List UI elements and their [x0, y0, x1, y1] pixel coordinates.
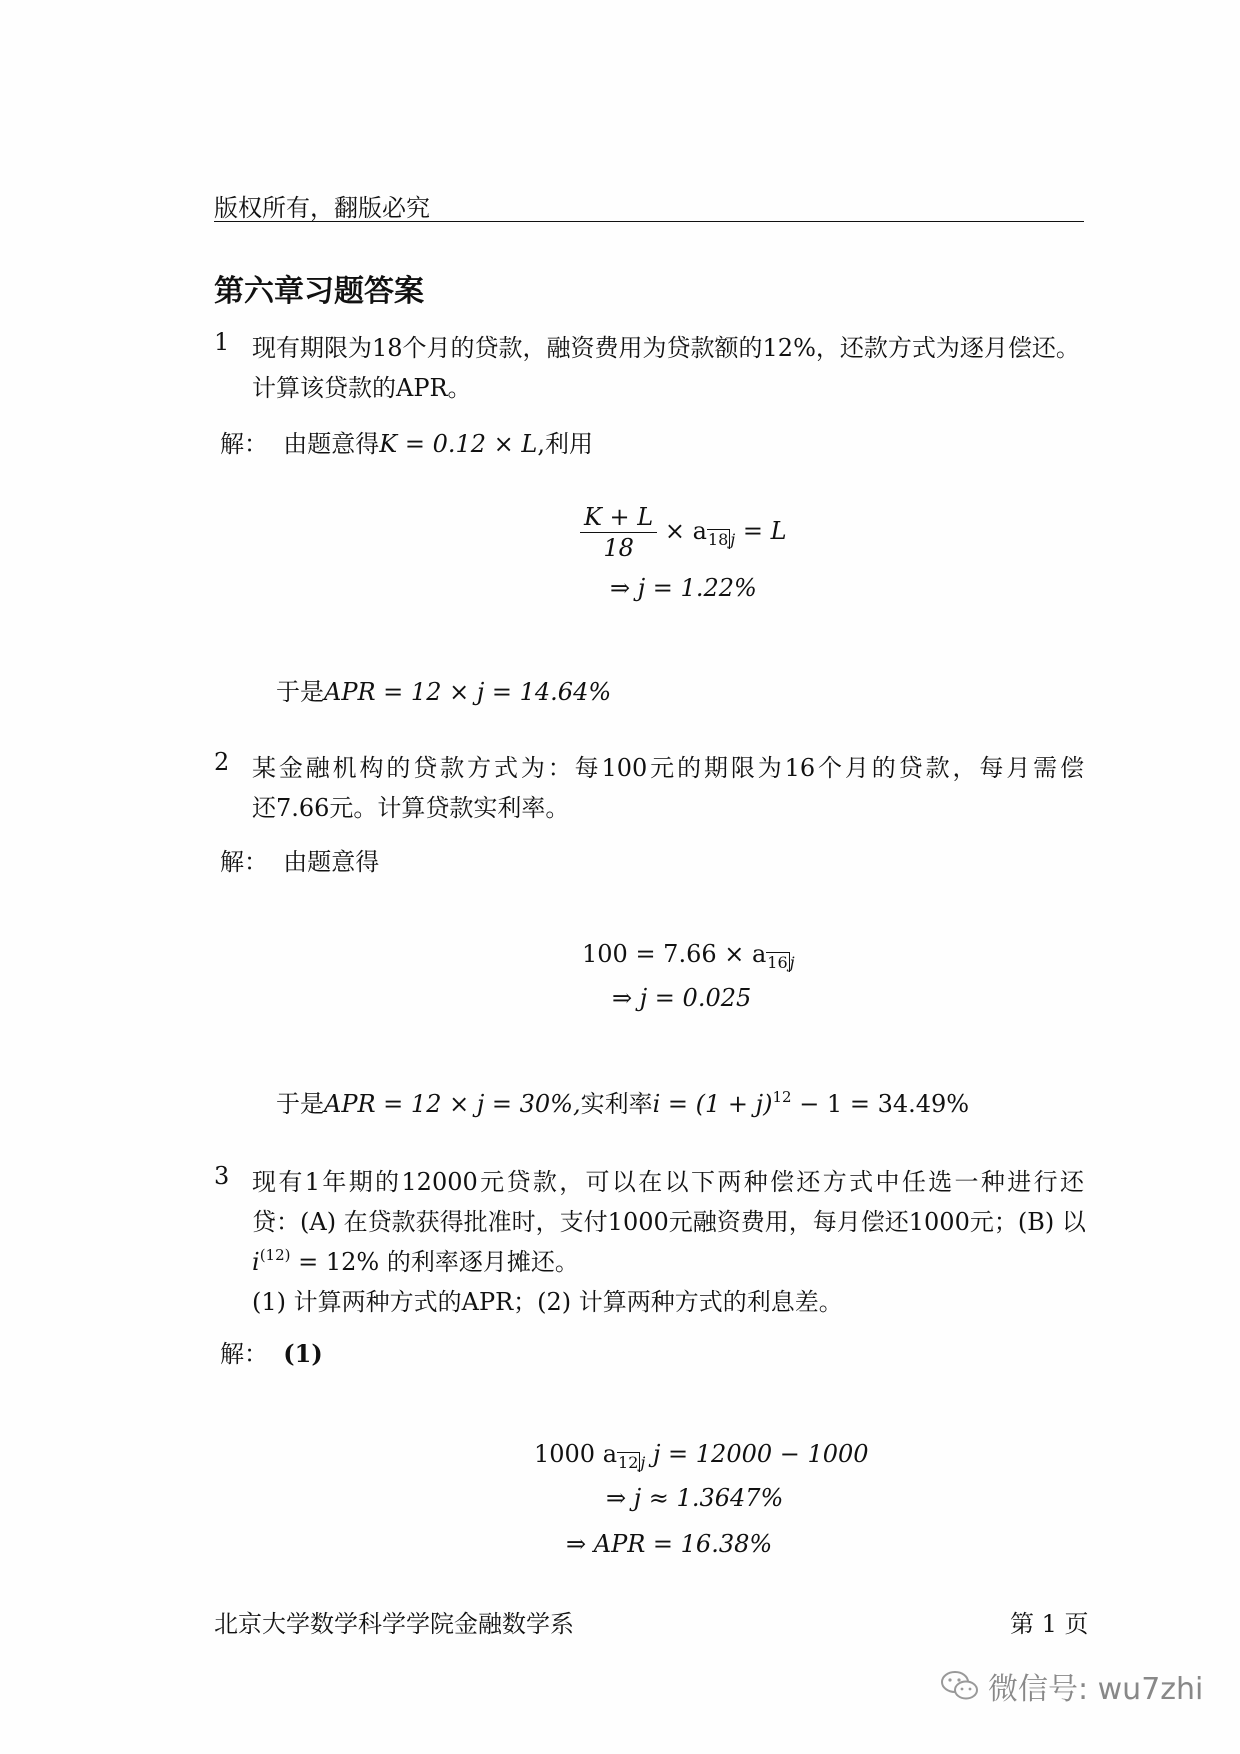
footer-institution: 北京大学数学科学学院金融数学系 [214, 1610, 574, 1638]
solution-1-intro: 解： 由题意得K = 0.12 × L,利用 [220, 430, 593, 458]
wechat-watermark [940, 1664, 1203, 1708]
equation-3-result-apr: ⇒ APR = 16.38% [566, 1530, 773, 1558]
question-2-line-2: 还7.66元。计算贷款实利率。 [252, 794, 570, 822]
equation-3-main: 1000 $a_{12 j}$ j = 12000 − 1000 [534, 1440, 869, 1472]
solution-label: 解： [220, 848, 268, 876]
equation-1-result: ⇒ j = 1.22% [610, 574, 757, 602]
footer-page-number: 第 1 页 [1010, 1610, 1089, 1638]
equation-2-result: ⇒ j = 0.025 [612, 984, 752, 1012]
question-1-line-2: 计算该贷款的APR。 [252, 374, 472, 402]
equation-2-main: $100 = 7.66 \times a_{16 j}$ [582, 940, 795, 972]
solution-3-intro: 解： (1) [220, 1339, 323, 1368]
question-3-line-2: 贷：(A) 在贷款获得批准时，支付1000元融资费用，每月偿还1000元；(B) 以 [252, 1208, 1086, 1236]
question-2-line-1: 某金融机构的贷款方式为：每100元的期限为16个月的贷款，每月需偿 [252, 754, 1084, 782]
chapter-title: 第六章习题答案 [214, 274, 424, 309]
header-rule [214, 221, 1084, 222]
running-header: 版权所有，翻版必究 [214, 194, 430, 222]
question-1-line-1: 现有期限为18个月的贷款，融资费用为贷款额的12%，还款方式为逐月偿还。 [252, 334, 1080, 362]
conclusion-2: 于是APR = 12 × j = 30%,实利率$i = (1 + j)^{12} - 1 = 34.49\%$ [276, 1088, 970, 1118]
question-3-line-4: (1) 计算两种方式的APR；(2) 计算两种方式的利息差。 [252, 1288, 843, 1316]
equation-3-result-j: ⇒ j ≈ 1.3647% [606, 1484, 784, 1512]
solution-label: 解： [220, 1340, 268, 1368]
equation-1-fraction: $\frac{K + L}{18}$ [580, 502, 657, 563]
question-3-number: 3 [214, 1162, 230, 1190]
conclusion-1: 于是APR = 12 × j = 14.64% [276, 678, 612, 706]
question-2-number: 2 [214, 748, 230, 776]
question-1-number: 1 [214, 328, 230, 356]
solution-2-intro: 解： 由题意得 [220, 848, 380, 876]
wechat-icon [940, 1669, 980, 1703]
solution-label: 解： [220, 430, 268, 458]
question-3-line-3: $i^{(12)} = 12\%$ 的利率逐月摊还。 [252, 1246, 579, 1276]
question-3-line-1: 现有1年期的12000元贷款，可以在以下两种偿还方式中任选一种进行还 [252, 1168, 1084, 1196]
watermark-text: 微信号: wu7zhi [988, 1672, 1204, 1707]
equation-1-main: $\frac{K + L}{18}$ × $a_{18 j} = L$ [580, 502, 787, 563]
